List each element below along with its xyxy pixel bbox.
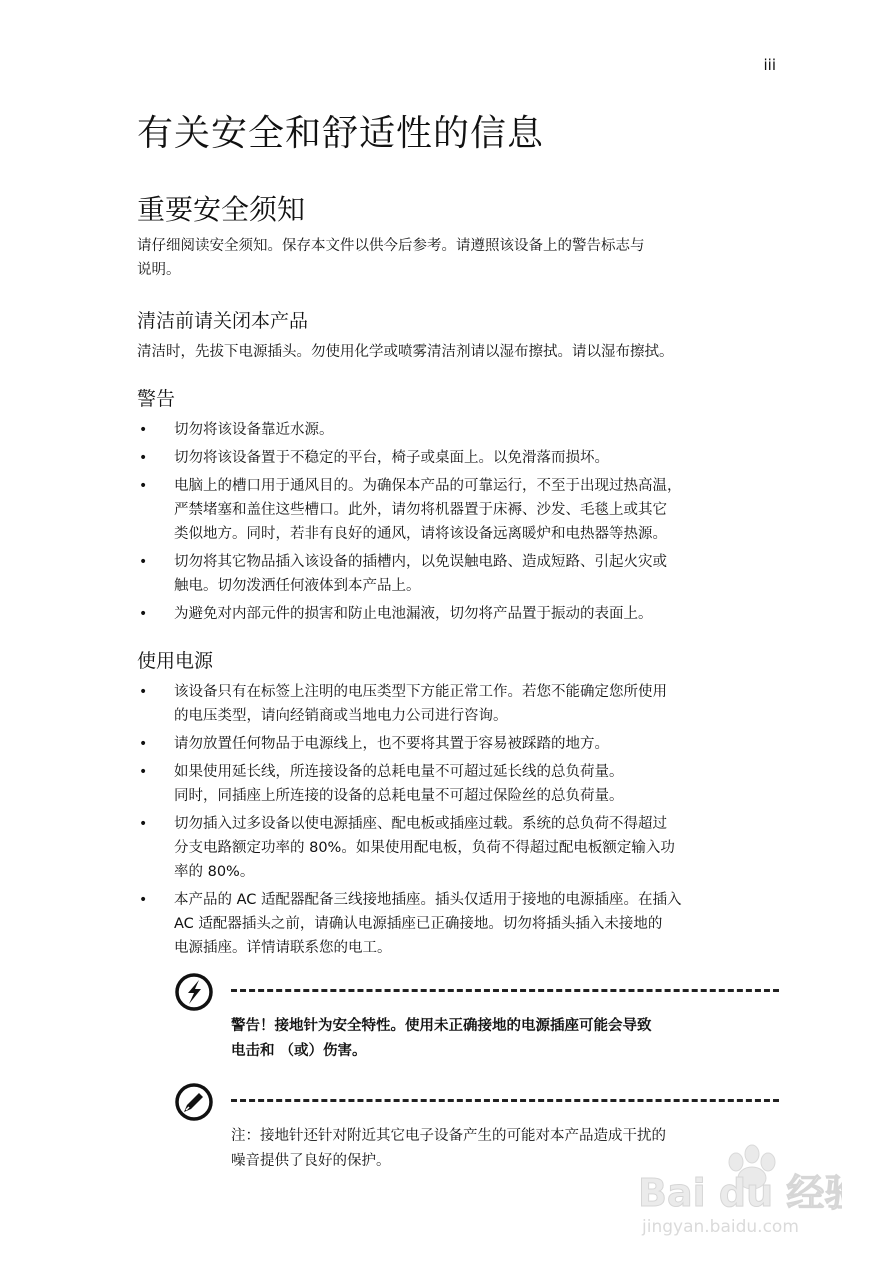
warning-text: 警告！接地针为安全特性。使用未正确接地的电源插座可能会导致 电击和 （或）伤害。 [231,1018,652,1059]
bullet-icon: • [139,684,148,700]
page-title: 有关安全和舒适性的信息 [137,113,545,154]
list-item: • 该设备只有在标签上注明的电压类型下方能正常工作。若您不能确定您所使用 的电压类型，请向经销商或当地电力公司进行咨询。 [137,680,777,728]
lightning-warning-icon [174,972,214,1012]
power-list [137,680,777,960]
document-body [137,106,777,1188]
pencil-note-icon [174,1082,214,1122]
dashed-divider [231,1099,779,1102]
list-item: • 切勿插入过多设备以使电源插座、配电板或插座过载。系统的总负荷不得超过 分支电路额定功率的 80%。如果使用配电板，负荷不得超过配电板额定输入功 率的 80%。 [137,812,777,884]
power-heading: 使用电源 [137,650,214,672]
bullet-icon: • [139,606,148,622]
list-item: • 切勿将该设备置于不稳定的平台，椅子或桌面上。以免滑落而损坏。 [137,446,777,470]
watermark-url: jingyan.baidu.com [642,1217,799,1237]
cleaning-heading: 清洁前请关闭本产品 [137,310,309,332]
intro-paragraph [137,234,777,282]
bullet-icon: • [139,422,148,438]
list-item: • 切勿将其它物品插入该设备的插槽内，以免误触电路、造成短路、引起火灾或 触电。切勿泼洒任何液体到本产品上。 [137,550,777,598]
bullet-icon: • [139,736,148,752]
bullet-icon: • [139,816,148,832]
section-heading: 重要安全须知 [137,193,306,226]
warnings-section [137,384,777,626]
bullet-icon: • [139,450,148,466]
intro-line: 说明。 [137,262,181,278]
list-item: • 本产品的 AC 适配器配备三线接地插座。插头仅适用于接地的电源插座。在插入 AC 适配器插头之前，请确认电源插座已正确接地。切勿将插头插入未接地的 电源插座。详情请联系您的电工。 [137,888,777,960]
power-section [137,646,777,960]
watermark-brand: Bai du 经验 [638,1171,842,1215]
cleaning-text: 清洁时，先拔下电源插头。勿使用化学或喷雾清洁剂请以湿布擦拭。请以湿布擦拭。 [137,344,674,360]
bullet-icon: • [139,764,148,780]
bullet-icon: • [139,892,148,908]
intro-line: 请仔细阅读安全须知。保存本文件以供今后参考。请遵照该设备上的警告标志与 [137,238,645,254]
page-number: iii [763,56,776,74]
list-item: • 请勿放置任何物品于电源线上，也不要将其置于容易被踩踏的地方。 [137,732,777,756]
cleaning-section [137,306,777,364]
warning-callout [137,972,777,1078]
list-item: • 为避免对内部元件的损害和防止电池漏液，切勿将产品置于振动的表面上。 [137,602,777,626]
baidu-jingyan-watermark [632,1140,842,1240]
bullet-icon: • [139,554,148,570]
dashed-divider [231,989,779,992]
list-item: • 如果使用延长线，所连接设备的总耗电量不可超过延长线的总负荷量。 同时，同插座上所连接的设备的总耗电量不可超过保险丝的总负荷量。 [137,760,777,808]
list-item: • 切勿将该设备靠近水源。 [137,418,777,442]
note-text: 注：接地针还针对附近其它电子设备产生的可能对本产品造成干扰的 噪音提供了良好的保护。 [231,1128,666,1169]
list-item: • 电脑上的槽口用于通风目的。为确保本产品的可靠运行，不至于出现过热高温， 严禁堵塞和盖住这些槽口。此外，请勿将机器置于床褥、沙发、毛毯上或其它 类似地方。同时，若非有良好的通风，请将该设备远离暖炉和电热器等热源。 [137,474,777,546]
warnings-list [137,418,777,626]
bullet-icon: • [139,478,148,494]
warnings-heading: 警告 [137,388,176,410]
